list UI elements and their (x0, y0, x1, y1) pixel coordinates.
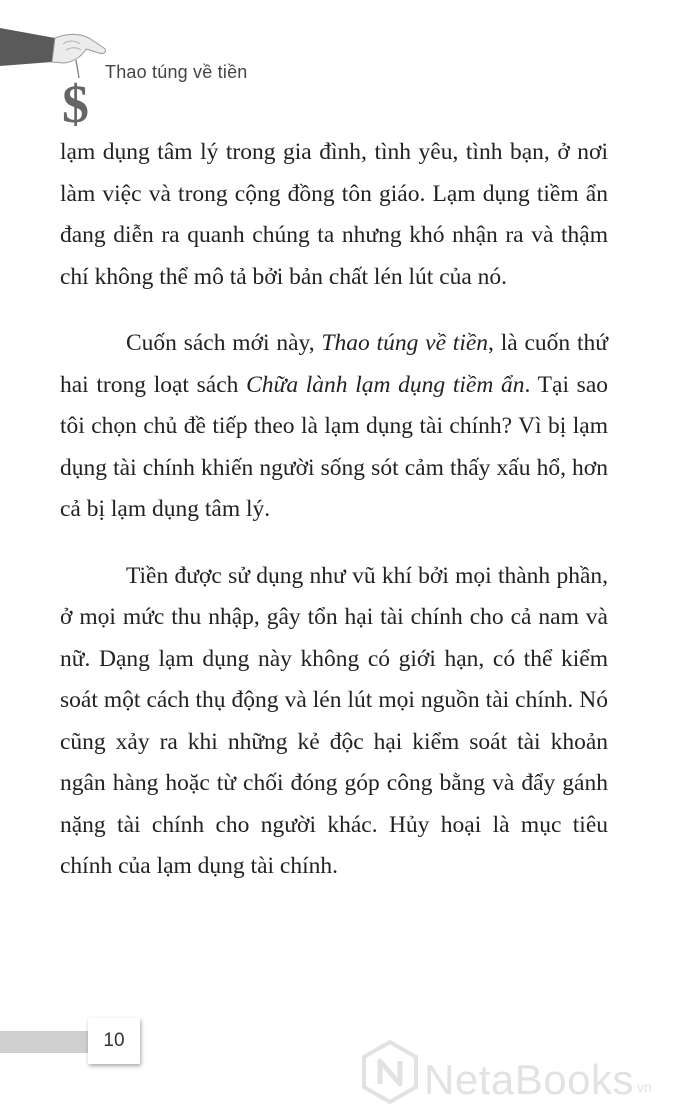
watermark-text: NetaBooks (424, 1056, 634, 1103)
netabooks-logo-icon (360, 1039, 420, 1105)
page-body (60, 132, 608, 913)
running-title: Thao túng về tiền (105, 62, 248, 82)
watermark-suffix: vn (636, 1079, 652, 1095)
book-title: Thao túng về tiền (321, 330, 489, 356)
folio-bar (0, 1031, 88, 1053)
paragraph-1: lạm dụng tâm lý trong gia đình, tình yêu, tình bạn, ở nơi làm việc và trong cộng đồng tôn giáo. Lạm dụng tiềm ẩn đang diễn ra quanh chúng ta nhưng khó nhận ra và thậm chí không thể mô tả bởi bản chất lén lút của nó. (60, 139, 608, 290)
watermark (360, 1035, 690, 1105)
series-title: Chữa lành lạm dụng tiềm ẩn (246, 371, 525, 398)
dollar-sign-icon: $ (62, 74, 89, 134)
paragraph-3: Tiền được sử dụng như vũ khí bởi mọi thành phần, ở mọi mức thu nhập, gây tổn hại tài chính cho cả nam và nữ. Dạng lạm dụng này không có giới hạn, có thể kiểm soát một cách thụ động và lén lút mọi nguồn tài chính. Nó cũng xảy ra khi những kẻ độc hại kiểm soát tài khoản ngân hàng hoặc từ chối đóng góp công bằng và đẩy gánh nặng tài chính cho người khác. Hủy hoại là mục tiêu chính của lạm dụng tài chính. (60, 562, 608, 879)
page-number: 10 (88, 1018, 140, 1064)
paragraph-2: Cuốn sách mới này, Thao túng về tiền, là cuốn thứ hai trong loạt sách Chữa lành lạm dụng tiềm ẩn. Tại sao tôi chọn chủ đề tiếp theo là lạm dụng tài chính? Vì bị lạm dụng tài chính khiến người sống sót cảm thấy xấu hổ, hơn cả bị lạm dụng tâm lý. (60, 330, 609, 522)
